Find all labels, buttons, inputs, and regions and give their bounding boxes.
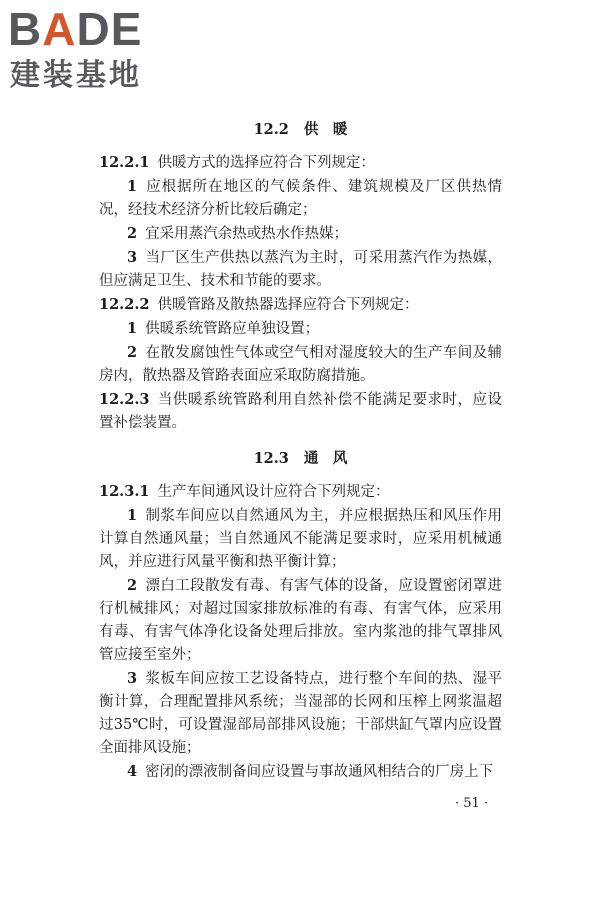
section-heading-heating: 12.2 供 暖: [253, 121, 348, 138]
list-item: 3 当厂区生产供热以蒸汽为主时，可采用蒸汽作为热媒，但应满足卫生、技术和节能的要求。: [99, 249, 502, 289]
document-body: [99, 107, 502, 784]
list-item: 3 浆板车间应按工艺设备特点，进行整个车间的热、湿平衡计算，合理配置排风系统；当湿部的长网和压榨上网浆温超过35℃时，可设置湿部局部排风设施；干部烘缸气罩内应设置全面排风设施；: [99, 670, 502, 756]
page-number: · 51 ·: [455, 796, 489, 811]
bade-logo: [8, 4, 208, 104]
list-item: 2 宜采用蒸汽余热或热水作热媒；: [127, 225, 349, 242]
clause-12-2-1: 12.2.1 供暖方式的选择应符合下列规定：: [99, 154, 375, 171]
clause-12-3-1: 12.3.1 生产车间通风设计应符合下列规定：: [99, 483, 390, 500]
section-heading-ventilation: 12.3 通 风: [253, 450, 348, 467]
clause-12-2-3: 12.2.3 当供暖系统管路利用自然补偿不能满足要求时，应设置补偿装置。: [99, 391, 502, 431]
list-item: 2 在散发腐蚀性气体或空气相对湿度较大的生产车间及辅房内，散热器及管路表面应采取防腐措施。: [99, 344, 502, 384]
list-item: 1 应根据所在地区的气候条件、建筑规模及厂区供热情况，经技术经济分析比较后确定；: [99, 178, 502, 218]
logo-subtitle: 建装基地: [10, 58, 142, 93]
logo-wordmark: BADE: [8, 3, 143, 55]
list-item: 2 漂白工段散发有毒、有害气体的设备，应设置密闭罩进行机械排风；对超过国家排放标准的有毒、有害气体，应采用有毒、有害气体净化设备处理后排放。室内浆池的排气罩排风管应接至室外；: [99, 577, 502, 663]
list-item: 1 制浆车间应以自然通风为主，并应根据热压和风压作用计算自然通风量；当自然通风不能满足要求时，应采用机械通风，并应进行风量平衡和热平衡计算；: [99, 507, 502, 570]
list-item: 4 密闭的漂液制备间应设置与事故通风相结合的厂房上下: [127, 763, 494, 780]
list-item: 1 供暖系统管路应单独设置；: [127, 320, 320, 337]
clause-12-2-2: 12.2.2 供暖管路及散热器选择应符合下列规定：: [99, 296, 419, 313]
